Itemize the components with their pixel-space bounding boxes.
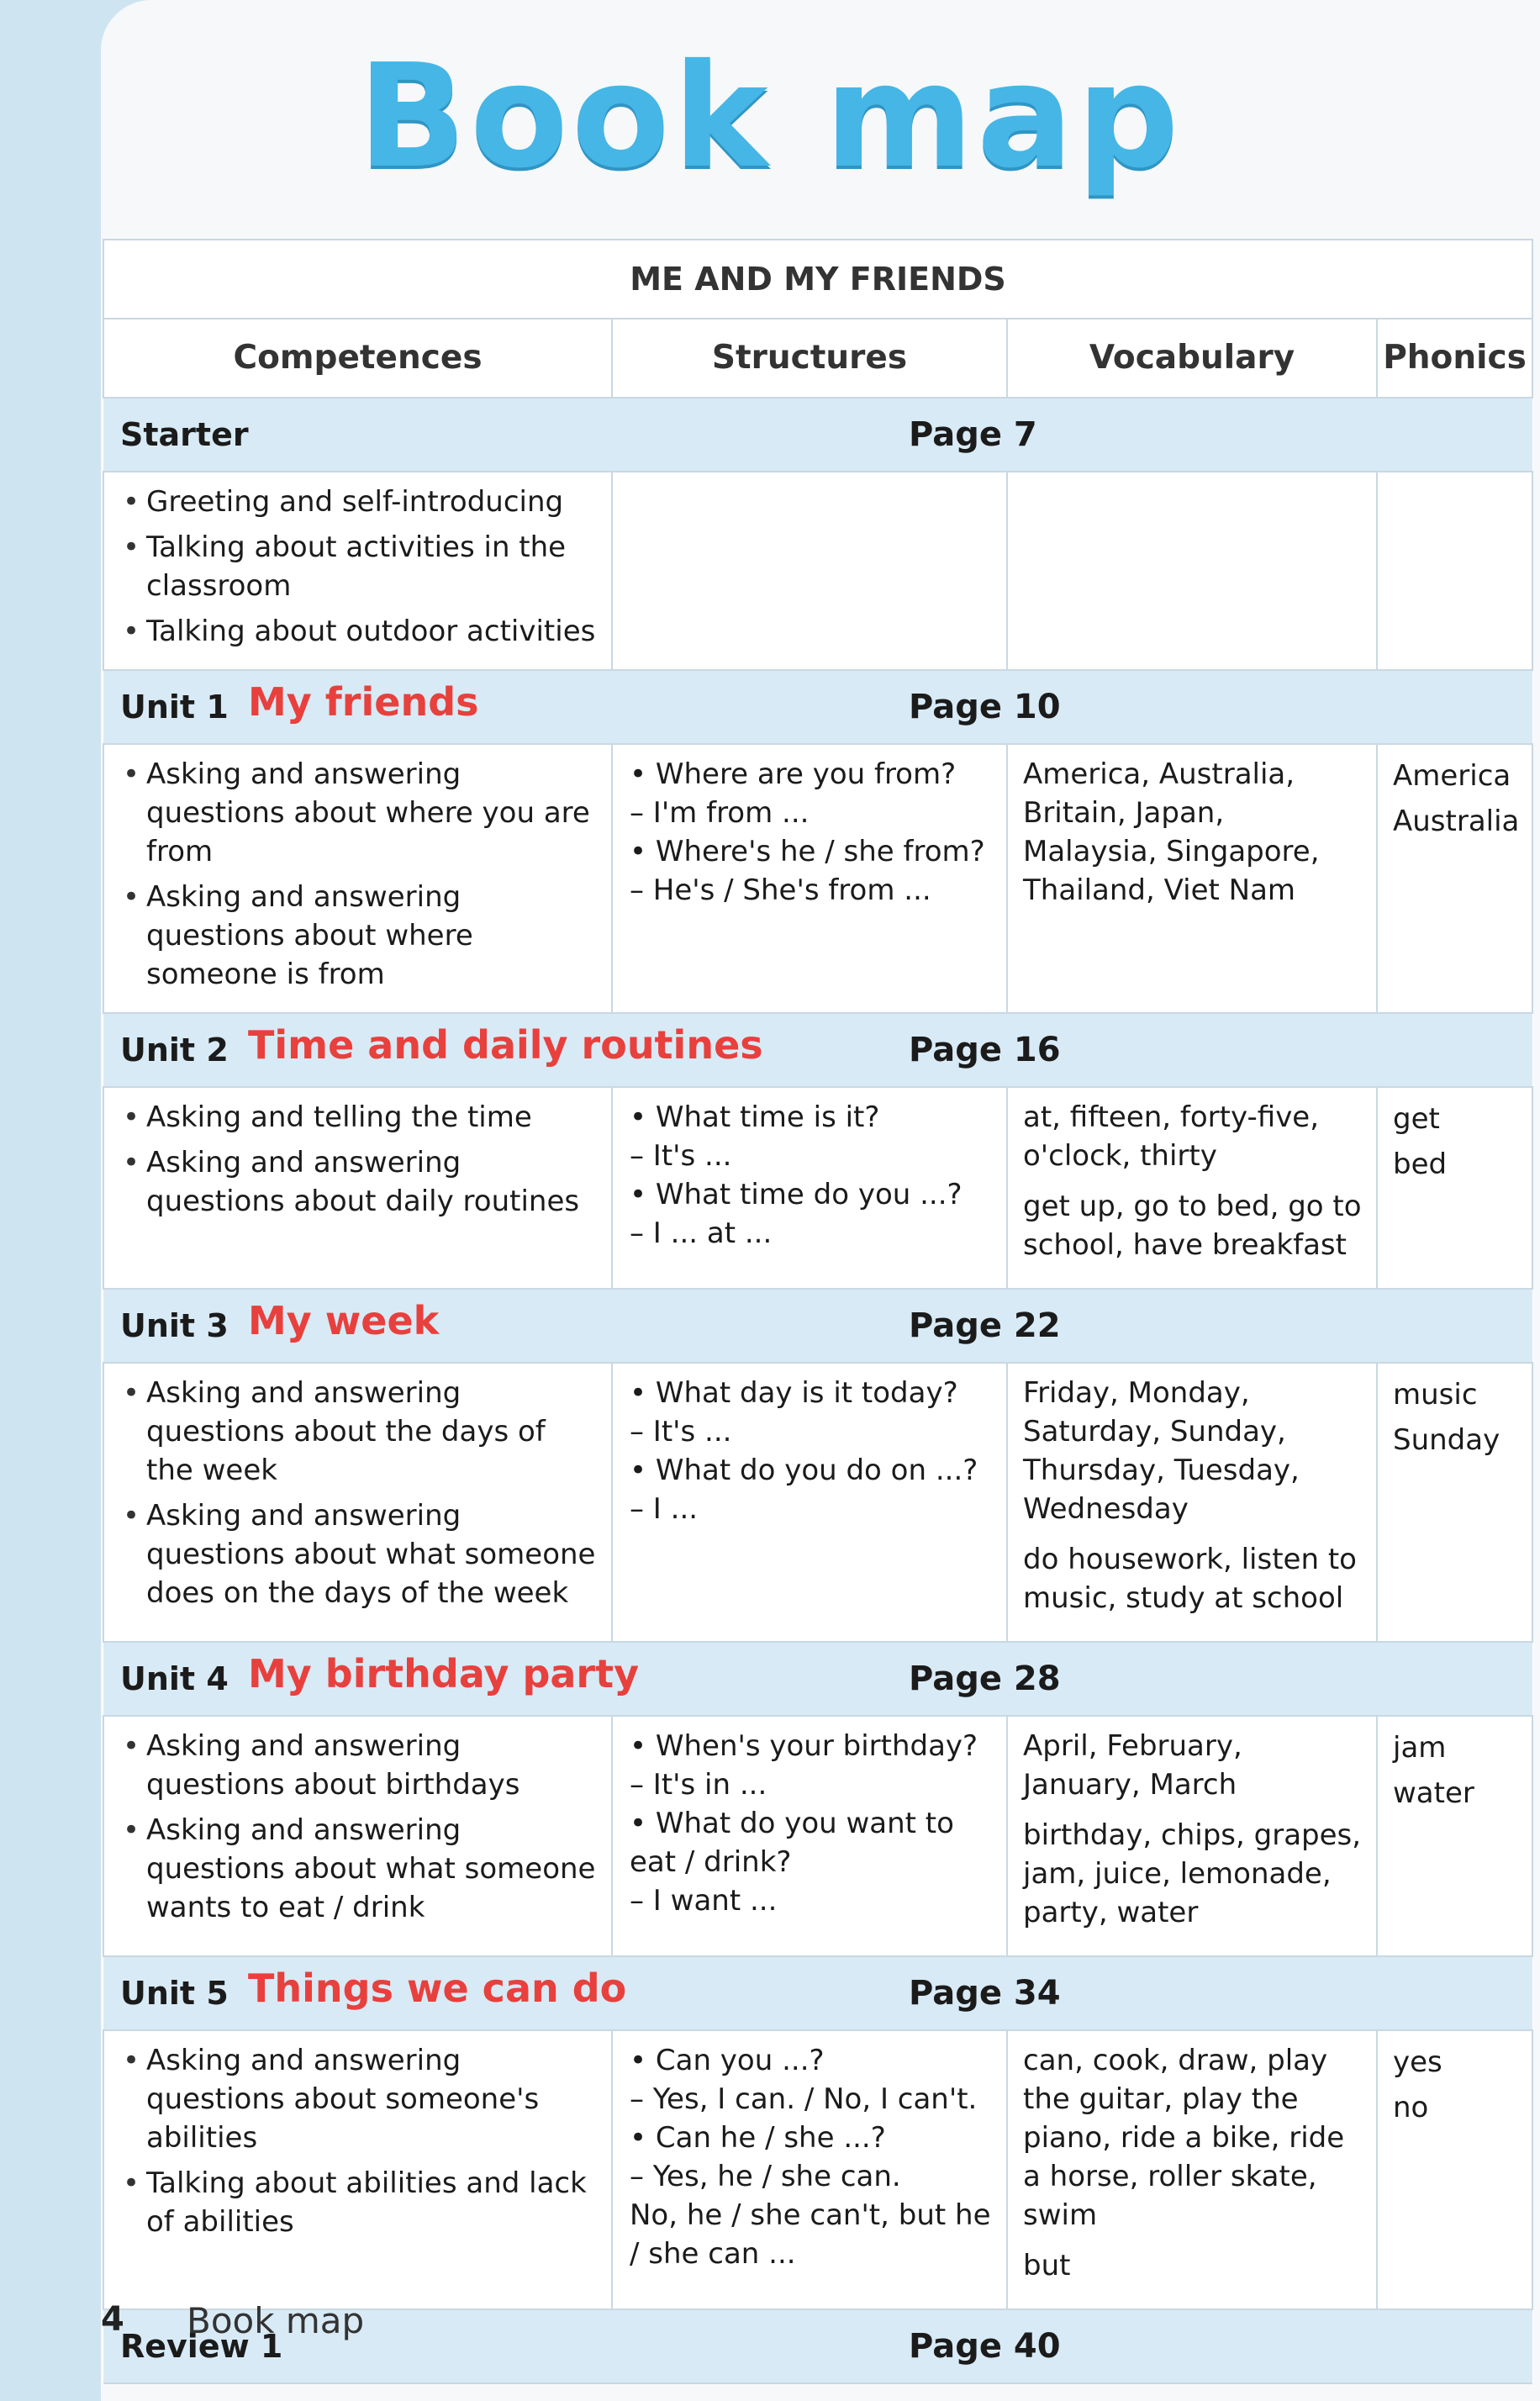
competences-cell (103, 2030, 612, 2309)
phonics-word: yes (1393, 2045, 1442, 2079)
structures-list (613, 1364, 1006, 1540)
phonics-list (1378, 1088, 1532, 1200)
phonics-list (1378, 472, 1532, 494)
structure-line: – I want ... (630, 1884, 778, 1918)
phonics-cell (1377, 1087, 1532, 1289)
structure-line: – It's ... (630, 1139, 732, 1173)
competence-item: • Talking about activities in the classroom (123, 528, 601, 605)
unit-page-ref: Page 28 (909, 1660, 1061, 1698)
unit-header-cell (103, 398, 1532, 472)
unit-header-row (103, 1013, 1532, 1087)
unit-content-row (103, 2030, 1532, 2309)
unit-header (103, 1014, 1532, 1086)
vocabulary-group: birthday, chips, grapes, jam, juice, lemonade, party, water (1023, 1818, 1362, 1929)
unit-label: Unit 1 (120, 689, 229, 726)
phonics-word: get (1393, 1102, 1440, 1136)
phonics-cell (1377, 1363, 1532, 1642)
phonics-cell (1377, 2030, 1532, 2309)
structure-line: • What day is it today? (630, 1376, 958, 1410)
competence-item: • Asking and answering questions about the days of the week (123, 1374, 601, 1490)
structure-line: – He's / She's from ... (630, 873, 931, 907)
unit-header (103, 671, 1532, 743)
unit-content-row (103, 1087, 1532, 1289)
structure-line: • What do you do on ...? (630, 1454, 978, 1487)
unit-header-cell (103, 1289, 1532, 1363)
vocabulary-list (1008, 2031, 1376, 2309)
structure-line: • What do you want to eat / drink? (630, 1807, 954, 1879)
structure-line: – I'm from ... (630, 796, 810, 830)
competence-item: • Asking and answering questions about what someone does on the days of the week (123, 1496, 601, 1612)
structures-list (613, 2031, 1006, 2285)
phonics-list (1378, 1717, 1532, 1829)
structures-list (613, 472, 1006, 494)
structures-cell (612, 472, 1007, 670)
structure-line: – I ... (630, 1492, 699, 1526)
vocabulary-cell (1007, 1716, 1377, 1956)
vocabulary-list (1008, 472, 1376, 494)
theme-heading: ME AND MY FRIENDS (103, 240, 1532, 319)
unit-title: My friends (248, 679, 479, 725)
unit-header-cell (103, 1013, 1532, 1087)
unit-page-ref: Page 34 (909, 1974, 1061, 2013)
footer-page-number: 4 (101, 2300, 124, 2339)
unit-header-row (103, 1956, 1532, 2030)
competence-item: • Asking and answering questions about where you are from (123, 755, 601, 871)
phonics-list (1378, 1364, 1532, 1476)
phonics-word: music (1393, 1378, 1478, 1412)
vocabulary-group: get up, go to bed, go to school, have breakfast (1023, 1190, 1362, 1262)
vocabulary-group: Friday, Monday, Saturday, Sunday, Thursday, Tuesday, Wednesday (1023, 1376, 1300, 1526)
unit-content-row (103, 1716, 1532, 1956)
structures-cell (612, 1716, 1007, 1956)
unit-label: Unit 3 (120, 1307, 229, 1344)
unit-title: My week (248, 1298, 440, 1343)
vocabulary-group: America, Australia, Britain, Japan, Malaysia, Singapore, Thailand, Viet Nam (1023, 757, 1320, 907)
structures-cell (612, 1363, 1007, 1642)
competence-item: • Asking and telling the time (123, 1098, 601, 1137)
unit-header-cell (103, 1956, 1532, 2030)
unit-content-row (103, 1363, 1532, 1642)
unit-page-ref: Page 7 (909, 415, 1037, 454)
phonics-word: America (1393, 759, 1511, 793)
unit-title: Things we can do (248, 1966, 627, 2011)
structures-cell (612, 2030, 1007, 2309)
unit-label: Unit 4 (120, 1660, 229, 1697)
competences-list (104, 1717, 611, 1945)
unit-header (103, 398, 1532, 471)
unit-label: Starter (120, 416, 249, 453)
structure-line: • Where are you from? (630, 757, 957, 791)
competences-list (104, 1088, 611, 1239)
vocabulary-cell (1007, 744, 1377, 1013)
structure-line: No, he / she can't, but he / she can ... (630, 2198, 991, 2271)
structures-cell (612, 1087, 1007, 1289)
unit-header-cell (103, 1642, 1532, 1716)
vocabulary-list (1008, 1717, 1376, 1955)
unit-title: Time and daily routines (248, 1022, 763, 1068)
competence-item: • Asking and answering questions about what someone wants to eat / drink (123, 1811, 601, 1927)
unit-header-row (103, 1289, 1532, 1363)
phonics-cell (1377, 472, 1532, 670)
unit-header-cell (103, 670, 1532, 744)
competences-cell (103, 1087, 612, 1289)
unit-header-row (103, 1642, 1532, 1716)
competence-item: • Talking about abilities and lack of abilities (123, 2164, 601, 2241)
page-title: Book map (357, 34, 1183, 200)
competence-item: • Asking and answering questions about birthdays (123, 1727, 601, 1804)
vocabulary-group: can, cook, draw, play the guitar, play the piano, ride a bike, ride a horse, roller skate, swim (1023, 2044, 1345, 2232)
unit-header (103, 1957, 1532, 2029)
vocabulary-cell (1007, 2030, 1377, 2309)
phonics-list (1378, 745, 1532, 858)
structure-line: • Can he / she ...? (630, 2121, 886, 2155)
header-phonics: Phonics (1377, 319, 1532, 398)
unit-header (103, 1290, 1532, 1362)
competences-cell (103, 744, 612, 1013)
unit-label: Unit 2 (120, 1032, 229, 1069)
competences-list (104, 2031, 611, 2260)
header-structures: Structures (612, 319, 1007, 398)
structure-line: • What time do you ...? (630, 1178, 962, 1211)
structure-line: – Yes, I can. / No, I can't. (630, 2082, 978, 2116)
structures-list (613, 1717, 1006, 1932)
structure-line: • Can you ...? (630, 2044, 825, 2077)
vocabulary-list (1008, 1364, 1376, 1641)
phonics-word: Sunday (1393, 1423, 1500, 1457)
vocabulary-group: do housework, listen to music, study at school (1023, 1543, 1357, 1615)
phonics-list (1378, 2031, 1532, 2144)
unit-content-row (103, 472, 1532, 670)
unit-content-row (103, 744, 1532, 1013)
unit-title: My birthday party (248, 1651, 640, 1697)
unit-label: Review 1 (120, 2328, 283, 2365)
competence-item: • Asking and answering questions about daily routines (123, 1143, 601, 1221)
structure-line: • When's your birthday? (630, 1729, 978, 1763)
footer-label: Book map (187, 2300, 365, 2341)
header-competences: Competences (103, 319, 612, 398)
competence-item: • Greeting and self-introducing (123, 483, 601, 521)
vocabulary-cell (1007, 1087, 1377, 1289)
unit-header-row (103, 398, 1532, 472)
competences-list (104, 472, 611, 669)
competence-item: • Talking about outdoor activities (123, 612, 601, 651)
competences-cell (103, 1363, 612, 1642)
competences-cell (103, 472, 612, 670)
vocabulary-cell (1007, 472, 1377, 670)
unit-label: Unit 5 (120, 1975, 229, 2012)
vocabulary-group: April, February, January, March (1023, 1729, 1242, 1802)
unit-page-ref: Page 16 (909, 1031, 1061, 1069)
unit-header-row (103, 670, 1532, 744)
phonics-cell (1377, 744, 1532, 1013)
competences-list (104, 1364, 611, 1631)
vocabulary-list (1008, 745, 1376, 933)
phonics-word: bed (1393, 1148, 1448, 1181)
phonics-word: water (1393, 1776, 1474, 1810)
phonics-word: Australia (1393, 805, 1520, 838)
competences-cell (103, 1716, 612, 1956)
structures-cell (612, 744, 1007, 1013)
competence-item: • Asking and answering questions about where someone is from (123, 878, 601, 994)
structure-line: – I ... at ... (630, 1216, 773, 1250)
vocabulary-group: but (1023, 2249, 1071, 2282)
competences-list (104, 745, 611, 1012)
column-header-row (103, 319, 1532, 398)
theme-row (103, 240, 1532, 319)
vocabulary-cell (1007, 1363, 1377, 1642)
structures-list (613, 745, 1006, 921)
structure-line: – It's ... (630, 1415, 732, 1449)
book-map-table (103, 239, 1533, 2384)
structure-line: • What time is it? (630, 1100, 880, 1134)
competence-item: • Asking and answering questions about someone's abilities (123, 2041, 601, 2157)
structures-list (613, 1088, 1006, 1264)
unit-page-ref: Page 22 (909, 1306, 1061, 1345)
vocabulary-group: at, fifteen, forty-five, o'clock, thirty (1023, 1100, 1320, 1173)
unit-header (103, 1643, 1532, 1715)
header-vocabulary: Vocabulary (1007, 319, 1377, 398)
vocabulary-list (1008, 1088, 1376, 1288)
structure-line: – It's in ... (630, 1768, 767, 1802)
unit-page-ref: Page 10 (909, 688, 1061, 726)
structure-line: • Where's he / she from? (630, 835, 985, 868)
phonics-word: jam (1393, 1731, 1447, 1765)
phonics-word: no (1393, 2091, 1429, 2124)
structure-line: – Yes, he / she can. (630, 2160, 901, 2193)
phonics-cell (1377, 1716, 1532, 1956)
unit-page-ref: Page 40 (909, 2327, 1061, 2366)
